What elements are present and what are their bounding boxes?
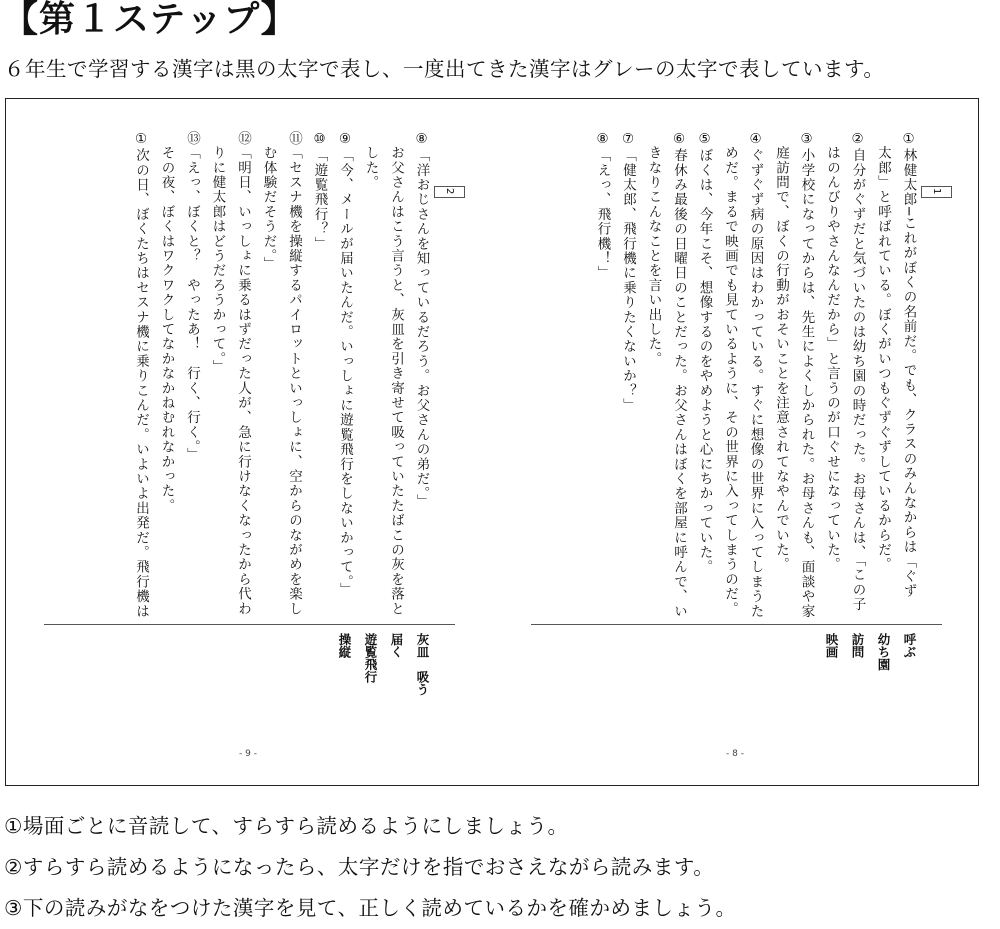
text-line: ⑧「洋おじさんを知っているだろう。お父さんの弟だ。」 xyxy=(413,131,430,509)
right-page-number: - 8 - xyxy=(726,749,744,759)
text-line: ⑦「健太郎、飛行機に乗りたくないか？」 xyxy=(620,131,636,413)
text-line: ③小学校になってからは、先生によくしかられた。お母さんも、面談や家 xyxy=(798,131,815,619)
text-line: はのんびりやさんなんだから」と言うのが口ぐせになっていた。 xyxy=(824,131,840,572)
text-line: ⑨「今、メールが届いたんだ。いっしょに遊覧飛行をしないかって。」 xyxy=(337,131,353,598)
text-line: ①次の日、ぼくたちはセスナ機に乗りこんだ。いよいよ出発だ。飛行機は xyxy=(133,131,149,619)
step-3: ③下の読みがなをつけた漢字を見て、正しく読めているかを確かめましょう。 xyxy=(4,896,737,920)
paragraph xyxy=(332,131,358,621)
paragraph-number: ① xyxy=(900,131,917,149)
text-line: ⑩「遊覧飛行？」 xyxy=(311,131,328,252)
paragraph xyxy=(819,131,870,621)
text-line: ⑤ぼくは、今年こそ、想像するのをやめようと心にちかっていた。 xyxy=(696,131,713,575)
glossary-word: 遊覧飛行 xyxy=(363,633,378,683)
paragraph xyxy=(870,131,921,621)
paragraph xyxy=(615,131,641,621)
text-line: ④ぐずぐず病の原因はわかっている。すぐに想像の世界に入ってしまうた xyxy=(747,131,764,619)
paragraph xyxy=(717,131,768,621)
text-line: ⑪「セスナ機を操縦するパイロットといっしょに、空からのながめを楽し xyxy=(286,131,302,617)
paragraph xyxy=(255,131,306,621)
left-glossary xyxy=(329,633,433,713)
paragraph-number: ③ xyxy=(798,131,815,149)
left-body-text xyxy=(128,131,466,621)
paragraph xyxy=(153,131,204,621)
text-line: ⑬「えっ、ぼくと？ やったあ！ 行く、行く。」 xyxy=(184,131,200,463)
step-1: ①場面ごとに音読して、すらすら読めるようにしましょう。 xyxy=(4,814,569,838)
paragraph xyxy=(306,131,332,621)
text-line: きなりこんなことを言い出した。 xyxy=(645,131,662,367)
left-page-number: - 9 - xyxy=(239,749,257,759)
paragraph xyxy=(357,131,434,621)
text-line: む体験だそうだ。」 xyxy=(260,131,277,272)
page-9 xyxy=(6,99,493,785)
instruction-steps xyxy=(4,806,736,929)
page-title: 【第１ステップ】 xyxy=(2,0,298,40)
paragraph xyxy=(691,131,717,621)
paragraph xyxy=(128,131,154,621)
book-spread xyxy=(5,98,979,786)
text-line: めだ。まるで映画でも見ているように、その世界に入ってしまうのだ。 xyxy=(722,131,738,617)
paragraph-number: ⑥ xyxy=(671,131,687,149)
paragraph-number: ⑪ xyxy=(286,131,302,146)
paragraph-number: ① xyxy=(133,131,149,149)
glossary-word: 灰皿 吸う xyxy=(415,633,430,696)
paragraph-number: ⑧ xyxy=(413,131,430,149)
paragraph-number: ④ xyxy=(747,131,764,149)
paragraph-number: ⑩ xyxy=(311,131,328,149)
paragraph xyxy=(589,131,615,621)
glossary-word: 操縦 xyxy=(337,633,352,658)
section-number: 1 xyxy=(921,186,953,198)
text-line: ①林健太郎─これがぼくの名前だ。でも、クラスのみんなからは「ぐず xyxy=(900,131,917,599)
text-line: した。 xyxy=(362,131,379,190)
text-line: ⑥春休み最後の日曜日のことだった。お父さんはぼくを部屋に呼んで、い xyxy=(671,131,687,619)
paragraph-number: ② xyxy=(849,131,866,149)
step-2: ②すらすら読めるようになったら、太字だけを指でおさえながら読みます。 xyxy=(4,855,715,879)
subtitle: ６年生で学習する漢字は黒の太字で表し、一度出てきた漢字はグレーの太字で表しています。 xyxy=(4,57,885,81)
paragraph-number: ⑬ xyxy=(184,131,200,146)
left-separator-line xyxy=(44,624,455,625)
glossary-word: 届く xyxy=(389,633,404,658)
text-line: 太郎」と呼ばれている。ぼくがいつもぐずぐずしているからだ。 xyxy=(875,131,891,572)
text-line: 庭訪問で、ぼくの行動がおそいことを注意されてなやんでいた。 xyxy=(773,131,789,572)
text-line: ②自分がぐずだと気づいたのは幼ち園の時だった。お母さんは、「この子 xyxy=(849,131,866,612)
page-8 xyxy=(493,99,980,785)
text-line: ⑫「明日、いっしょに乗るはずだった人が、急に行けなくなったから代わ xyxy=(235,131,251,617)
text-line: お父さんはこう言うと、灰皿を引き寄せて吸っていたたばこの灰を落と xyxy=(388,131,404,617)
paragraph-number: ⑧ xyxy=(594,131,611,149)
section-number: 2 xyxy=(434,186,466,198)
paragraph xyxy=(768,131,819,621)
glossary-word: 映画 xyxy=(824,633,839,658)
text-line: その夜、ぼくはワクワクしてなかなかねむれなかった。 xyxy=(158,131,175,514)
paragraph-number: ⑨ xyxy=(337,131,353,149)
paragraph-number: ⑦ xyxy=(620,131,636,149)
glossary-word: 幼ち園 xyxy=(876,633,891,671)
right-glossary xyxy=(816,633,920,713)
right-separator-line xyxy=(531,624,942,625)
paragraph xyxy=(204,131,255,621)
paragraph xyxy=(640,131,691,621)
paragraph-number: ⑤ xyxy=(696,131,713,149)
text-line: りに健太郎はどうだろうかって。」 xyxy=(209,131,226,375)
paragraph-number: ⑫ xyxy=(235,131,251,146)
right-body-text xyxy=(589,131,952,621)
glossary-word: 訪問 xyxy=(850,633,865,658)
text-line: ⑧「えっ、飛行機！」 xyxy=(594,131,611,281)
glossary-word: 呼ぶ xyxy=(902,633,917,658)
